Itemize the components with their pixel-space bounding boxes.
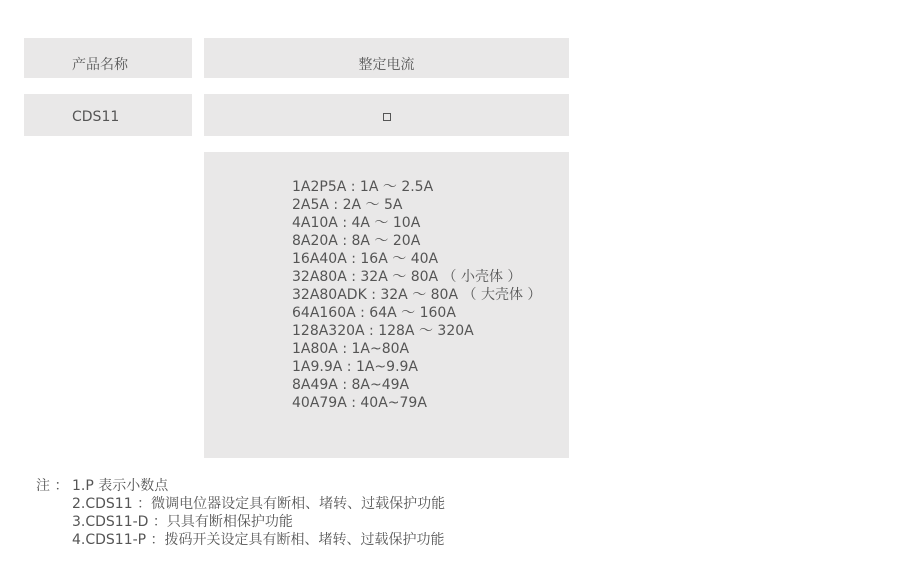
spec-item: 128A320A : 128A ～ 320A <box>292 323 474 339</box>
spec-item: 1A9.9A : 1A~9.9A <box>292 359 418 375</box>
current-spec-block <box>204 152 569 458</box>
spec-item: 8A49A : 8A~49A <box>292 377 410 393</box>
spec-item: 32A80A : 32A ～ 80A （ 小壳体 ） <box>292 269 522 285</box>
model-cell <box>24 94 192 136</box>
spec-item: 1A80A : 1A~80A <box>292 341 410 357</box>
spec-item: 64A160A : 64A ～ 160A <box>292 305 456 321</box>
note-text: 4.CDS11-P ：拨码开关设定具有断相、堵转、过载保护功能 <box>72 532 445 548</box>
header-rated-current-label: 整定电流 <box>358 57 415 73</box>
note-item <box>36 531 445 549</box>
note-item <box>36 513 445 531</box>
spec-item: 40A79A : 40A~79A <box>292 395 427 411</box>
spec-item: 4A10A : 4A ～ 10A <box>292 215 421 231</box>
note-text: 3.CDS11-D ：只具有断相保护功能 <box>72 514 293 530</box>
current-spec-list <box>292 178 541 412</box>
note-text: 1.P 表示小数点 <box>72 478 169 494</box>
spec-item: 16A40A : 16A ～ 40A <box>292 251 439 267</box>
header-product-name-cell <box>24 38 192 78</box>
notes-section <box>36 477 445 549</box>
note-item <box>36 495 445 513</box>
header-product-name-label: 产品名称 <box>72 57 128 73</box>
note-text: 2.CDS11 ：微调电位器设定具有断相、堵转、过载保护功能 <box>72 496 446 512</box>
spec-item: 1A2P5A : 1A ～ 2.5A <box>292 179 434 195</box>
model-name: CDS11 <box>72 109 120 125</box>
missing-glyph-icon <box>383 113 391 121</box>
notes-prefix: 注 ： <box>36 478 69 494</box>
spec-item: 32A80ADK : 32A ～ 80A （ 大壳体 ） <box>292 287 542 303</box>
spec-item: 2A5A : 2A ～ 5A <box>292 197 403 213</box>
current-symbol-cell <box>204 94 569 136</box>
note-item <box>36 477 445 495</box>
spec-item: 8A20A : 8A ～ 20A <box>292 233 421 249</box>
header-rated-current-cell <box>204 38 569 78</box>
